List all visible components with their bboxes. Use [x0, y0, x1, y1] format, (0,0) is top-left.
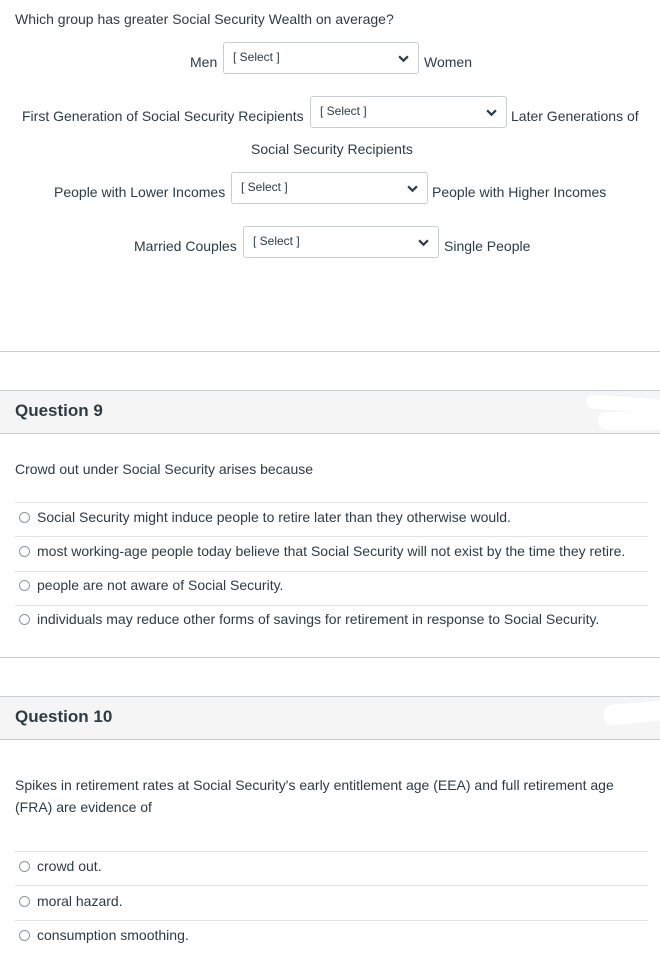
question-divider: [0, 657, 660, 658]
answer-option[interactable]: people are not aware of Social Security.: [37, 577, 284, 593]
question-9-title: Question 9: [15, 401, 103, 420]
select-value: [ Select ]: [241, 180, 288, 194]
chevron-down-icon: [398, 53, 409, 64]
answer-option[interactable]: crowd out.: [37, 858, 102, 874]
answer-option[interactable]: consumption smoothing.: [37, 927, 189, 943]
question-9-prompt: Crowd out under Social Security arises because: [15, 461, 314, 477]
answer-divider: [15, 851, 648, 852]
answer-option[interactable]: most working-age people today believe that Social Security will not exist by the time they retire.: [37, 543, 626, 559]
select-value: [ Select ]: [233, 50, 280, 64]
select-value: [ Select ]: [253, 234, 300, 248]
select-value: [ Select ]: [320, 104, 367, 118]
match-left-first-generation: First Generation of Social Security Recipients: [22, 108, 304, 124]
answer-divider: [15, 605, 648, 606]
answer-divider: [15, 885, 648, 886]
question-prompt: Which group has greater Social Security Wealth on average?: [15, 11, 394, 27]
match-select-incomes[interactable]: [231, 172, 428, 204]
answer-option[interactable]: individuals may reduce other forms of savings for retirement in response to Social Security.: [37, 611, 600, 627]
match-select-marital[interactable]: [243, 226, 439, 258]
answer-radio[interactable]: [19, 896, 30, 907]
match-right-higher-incomes: People with Higher Incomes: [432, 184, 607, 200]
match-left-lower-incomes: People with Lower Incomes: [54, 184, 226, 200]
answer-divider: [15, 920, 648, 921]
chevron-down-icon: [407, 183, 418, 194]
match-right-women: Women: [424, 54, 472, 70]
answer-radio[interactable]: [19, 580, 30, 591]
answer-divider: [15, 502, 648, 503]
match-select-generations[interactable]: [310, 96, 507, 128]
question-divider: [0, 351, 660, 352]
answer-option[interactable]: Social Security might induce people to retire later than they otherwise would.: [37, 509, 511, 525]
redaction-mark: [598, 412, 660, 430]
answer-divider: [15, 571, 648, 572]
match-right-single-people: Single People: [444, 238, 531, 254]
match-left-men: Men: [190, 54, 218, 70]
chevron-down-icon: [486, 107, 497, 118]
match-right-later-generations-cont: Social Security Recipients: [251, 141, 413, 157]
answer-divider: [15, 536, 648, 537]
answer-radio[interactable]: [19, 546, 30, 557]
question-9-header: [0, 390, 660, 434]
question-10-header: [0, 696, 660, 740]
question-10-prompt: Spikes in retirement rates at Social Security's early entitlement age (EEA) and full retirement age (FRA) are evidence of: [15, 777, 614, 815]
answer-radio[interactable]: [19, 930, 30, 941]
question-10-title: Question 10: [15, 707, 113, 726]
answer-option[interactable]: moral hazard.: [37, 893, 123, 909]
match-left-married-couples: Married Couples: [134, 238, 237, 254]
answer-radio[interactable]: [19, 861, 30, 872]
match-right-later-generations: Later Generations of: [511, 108, 639, 124]
answer-radio[interactable]: [19, 512, 30, 523]
answer-radio[interactable]: [19, 614, 30, 625]
match-select-men-women[interactable]: [223, 42, 419, 74]
chevron-down-icon: [418, 237, 429, 248]
